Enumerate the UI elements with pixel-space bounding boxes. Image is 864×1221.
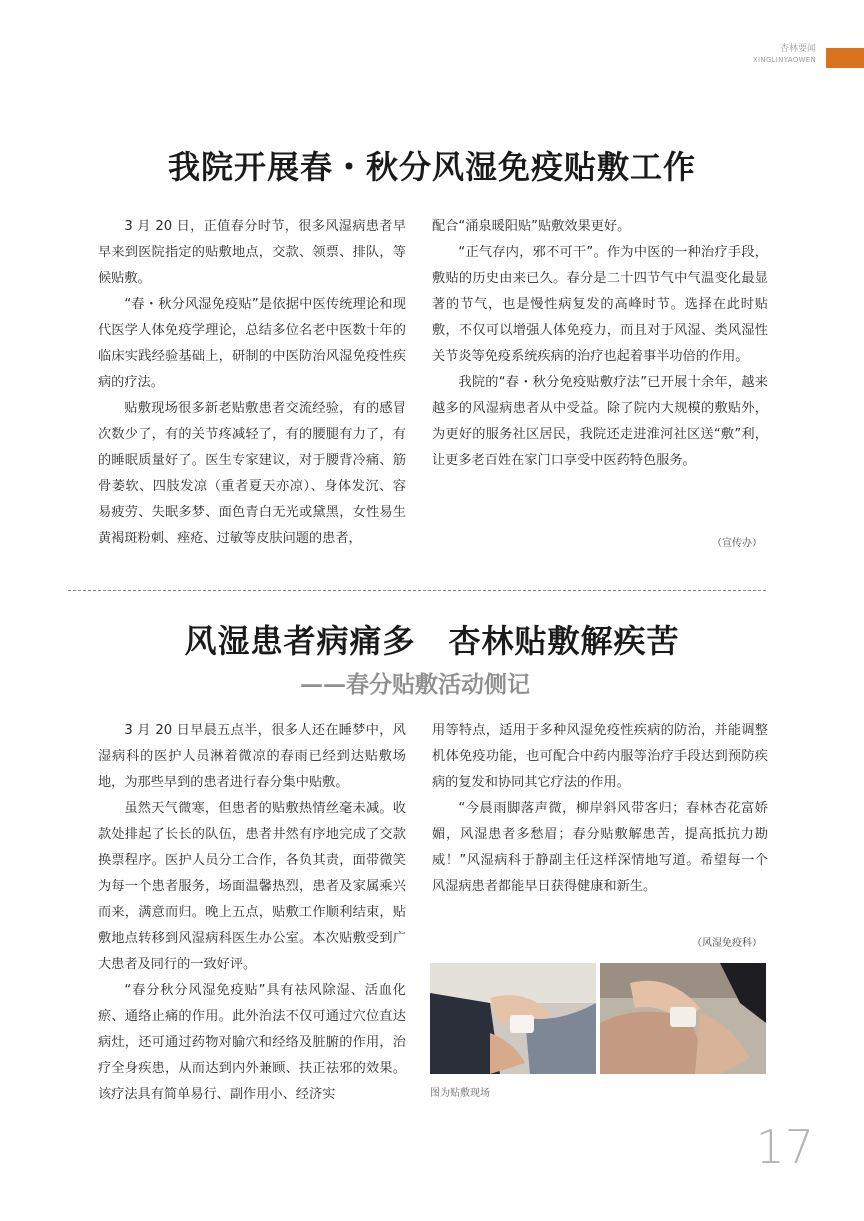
section-divider [68, 590, 766, 591]
article2-left-column [98, 718, 406, 1108]
paragraph: “春分秋分风湿免疫贴”具有祛风除湿、活血化瘀、通络止痛的作用。此外治法不仅可通过穴位直达病灶，还可通过药物对腧穴和经络及脏腑的作用，治疗全身疾患，从而达到内外兼顾、扶正祛邪的效果。该疗法具有简单易行、副作用小、经济实 [98, 983, 406, 1102]
section-name-cn: 杏林要闻 [779, 44, 816, 54]
article2-signature: （风湿免疫科） [692, 938, 762, 949]
paragraph: 3 月 20 日，正值春分时节，很多风湿病患者早早来到医院指定的贴敷地点，交款、领票、排队，等候贴敷。 [98, 219, 406, 286]
paragraph: 贴敷现场很多新老贴敷患者交流经验，有的感冒次数少了，有的关节疼减轻了，有的腰腿有力了，有的睡眠质量好了。医生专家建议，对于腰背冷痛、筋骨萎软、四肢发凉（重者夏天亦凉）、身体发沉、容易疲劳、失眠多梦、面色青白无光或黛黑，女性易生黄褐斑粉刺、痤疮、过敏等皮肤问题的患者， [98, 401, 406, 546]
paragraph: 配合“涌泉暖阳贴”贴敷效果更好。 [432, 219, 631, 234]
paragraph: 虽然天气微寒，但患者的贴敷热情丝毫未减。收款处排起了长长的队伍，患者井然有序地完成了交款换票程序。医护人员分工合作，各负其责，面带微笑为每一个患者服务，场面温馨热烈，患者及家属乘兴而来，满意而归。晚上五点，贴敷工作顺利结束，贴敷地点转移到风湿病科医生办公室。本次贴敷受到广大患者及同行的一致好评。 [98, 801, 406, 972]
article2-subtitle: ——春分贴敷活动侧记 [300, 671, 530, 698]
paragraph: “正气存内，邪不可干”。作为中医的一种治疗手段，敷贴的历史由来已久。春分是二十四节气中气温变化最显著的节气，也是慢性病复发的高峰时节。选择在此时贴敷，不仅可以增强人体免疫力，而且对于风湿、类风湿性关节炎等免疫系统疾病的治疗也起着事半功倍的作用。 [432, 245, 768, 364]
article1-signature: （宣传办） [712, 538, 762, 549]
paragraph: 3 月 20 日早晨五点半，很多人还在睡梦中，风湿病科的医护人员淋着微凉的春雨已经到达贴敷场地，为那些早到的患者进行春分集中贴敷。 [98, 723, 406, 790]
article1-title: 我院开展春・秋分风湿免疫贴敷工作 [167, 148, 696, 186]
photo-patch-application-2 [600, 963, 766, 1074]
article1-right-column [432, 214, 768, 474]
section-accent-tab [826, 48, 864, 68]
paragraph: 用等特点，适用于多种风湿免疫性疾病的防治，并能调整机体免疫功能，也可配合中药内服等治疗手段达到预防疾病的复发和协同其它疗法的作用。 [432, 723, 768, 790]
article2-title: 风湿患者病痛多 杏林贴敷解疾苦 [184, 622, 680, 660]
section-name-en: XINGLINYAOWEN [752, 56, 816, 64]
page-number: 17 [755, 1120, 814, 1174]
paragraph: “今晨雨脚落声微，柳岸斜风带客归；春林杏花富娇媚，风湿患者多愁眉；春分贴敷解患苦，提高抵抗力勘威！”风湿病科于静副主任这样深情地写道。希望每一个风湿病患者都能早日获得健康和新生。 [432, 801, 768, 894]
photo-patch-application-1 [430, 963, 596, 1074]
article1-left-column [98, 214, 406, 552]
paragraph: 我院的“春・秋分免疫贴敷疗法”已开展十余年，越来越多的风湿病患者从中受益。除了院内大规模的敷贴外，为更好的服务社区居民，我院还走进淮河社区送“敷”利，让更多老百姓在家门口享受中医药特色服务。 [432, 375, 768, 468]
paragraph: “春・秋分风湿免疫贴”是依据中医传统理论和现代医学人体免疫学理论，总结多位名老中医数十年的临床实践经验基础上，研制的中医防治风湿免疫性疾病的疗法。 [98, 297, 406, 390]
article2-right-column [432, 718, 768, 900]
photo-caption: 图为贴敷现场 [430, 1088, 490, 1099]
